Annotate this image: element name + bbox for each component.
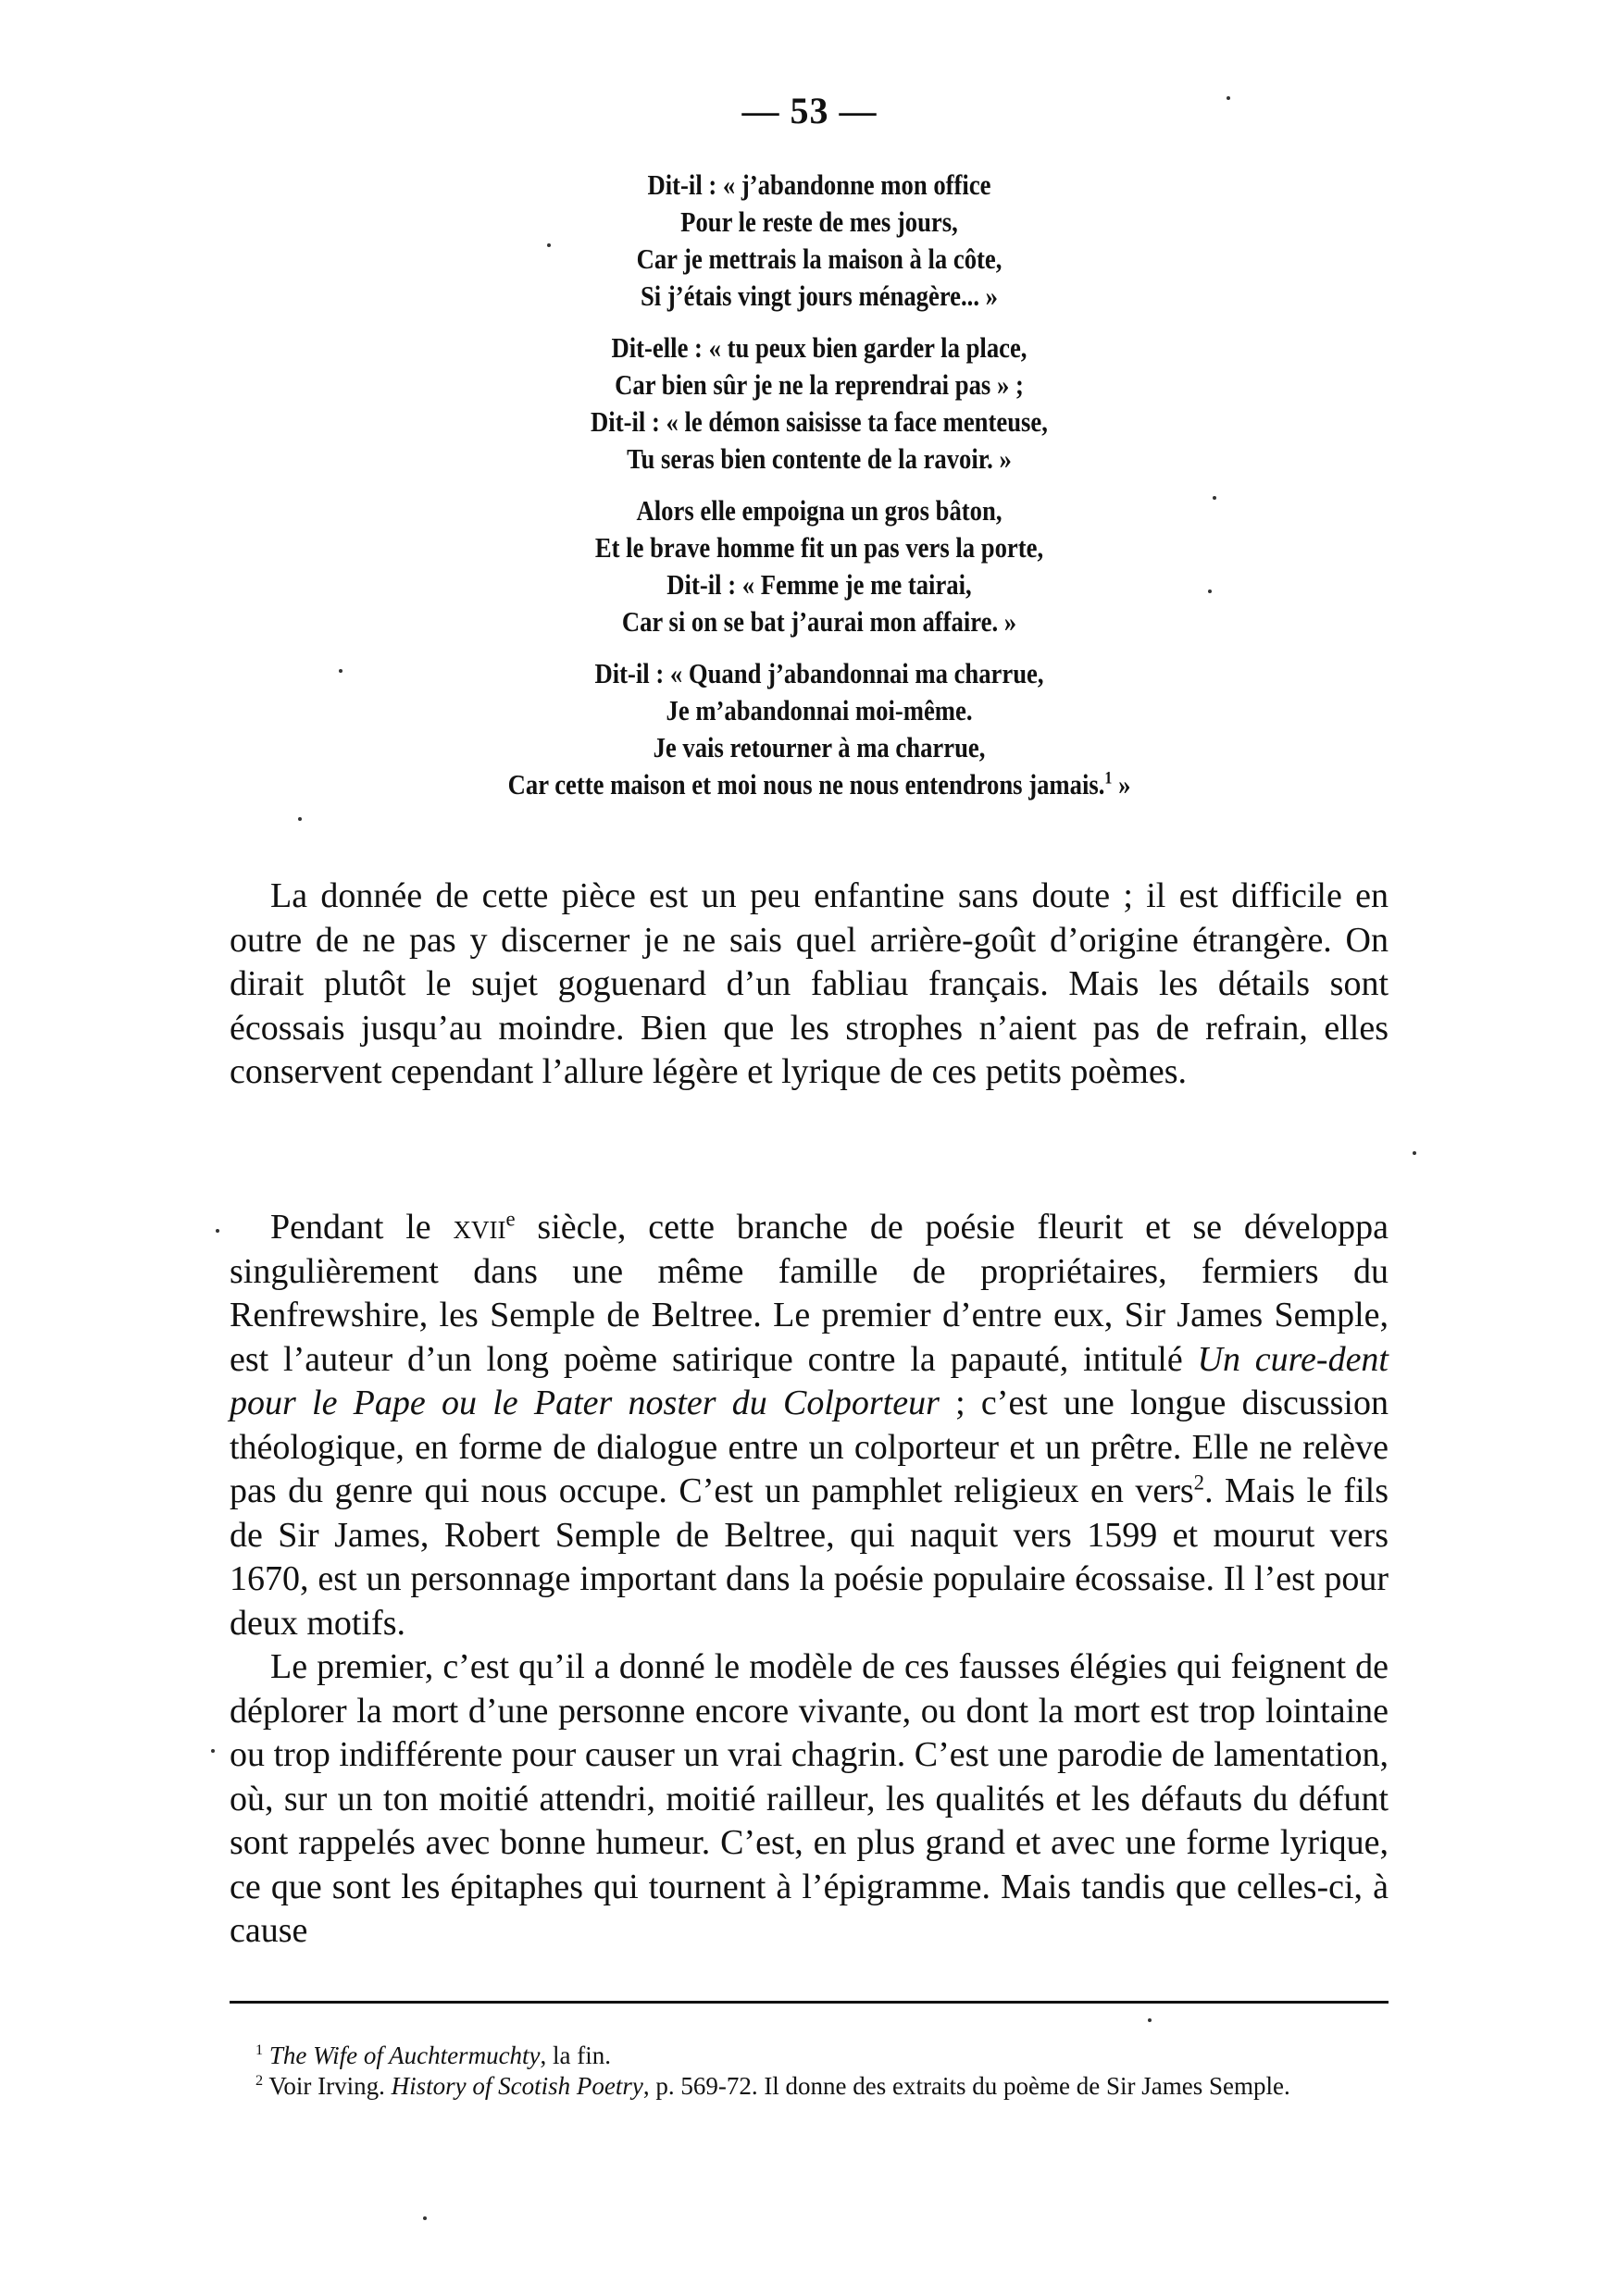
scan-speck [1148,2018,1152,2022]
poem-line-text: Car cette maison et moi nous ne nous entendrons jamais. [507,768,1105,800]
body-paragraph-2-block [230,1206,1389,1954]
paragraph-text: . Mais le fils de Sir James, Robert Semple de Beltree, qui naquit vers 1599 et mourut vers 1670, est un personnage important dans la poésie populaire écossaise. Il l’est pour deux motifs. [230,1471,1389,1643]
body-paragraph [230,1206,1389,1645]
poem-line: Pour le reste de mes jours, [680,205,958,238]
poem-line: Dit-il : « j’abandonne mon office [647,168,991,201]
scan-speck [1213,496,1216,500]
scan-speck [339,669,342,673]
paragraph-text: siècle, cette branche de poésie fleurit et se développa singulièrement dans une même famille de propriétaires, fermiers du Renfrewshire, les Semple de Beltree. Le premier d’entre eux, Sir James Semple, est l’auteur d’un long poème satirique contre la papauté, intitulé [230,1208,1389,1379]
paragraph-text: Pendant le [270,1208,454,1247]
scan-speck [1208,590,1212,593]
footnote-text: , la fin. [540,2042,612,2069]
footnotes [230,2041,1389,2102]
footnote-title: History of Scotish Poetry [391,2072,643,2100]
poem-stanza [333,655,1305,803]
scan-speck [211,1749,215,1753]
footnote-text: , p. 569-72. Il donne des extraits du poème de Sir James Semple. [642,2072,1290,2100]
scan-speck [547,243,551,247]
poem-line: Et le brave homme fit un pas vers la porte, [594,531,1044,564]
poem-line: Car si on se bat j’aurai mon affaire. » [621,605,1017,638]
scan-speck [216,1229,219,1233]
poem-line: Dit-il : « Femme je me tairai, [666,568,972,601]
scan-speck [1413,1151,1416,1155]
footnote-marker: 2 [255,2072,264,2089]
footnote-ref-2[interactable]: 2 [1193,1471,1205,1495]
work-title: Un cure-dent pour le Pape ou le Pater noster du Colporteur [230,1339,1389,1422]
poem-line: Dit-il : « Quand j’abandonnai ma charrue, [594,657,1044,689]
poem-line: Dit-elle : « tu peux bien garder la place, [611,331,1027,364]
century-superscript: e [505,1207,516,1231]
footnote-marker: 1 [255,2042,264,2058]
body-paragraph: Le premier, c’est qu’il a donné le modèle de ces fausses élégies qui feignent de déplorer la mort d’une personne encore vivante, ou dont la mort est trop lointaine ou trop indifférente pour causer un vrai chagrin. C’est une parodie de lamentation, où, sur un ton moitié attendri, moitié railleur, les qualités et les défauts du défunt sont rappelés avec bonne humeur. C’est, en plus grand et avec une forme lyrique, ce que sont les épitaphes qui tournent à l’épigramme. Mais tandis que celles-ci, à cause [230,1647,1389,1950]
footnote-ref-1[interactable]: 1 [1104,768,1113,788]
poem-line: Car bien sûr je ne la reprendrai pas » ; [615,368,1024,401]
footnote-text: Voir Irving. [268,2072,392,2100]
scan-speck [423,2216,427,2220]
poem-line: Alors elle empoigna un gros bâton, [636,494,1003,527]
scan-speck [298,817,302,821]
century-numeral: xvii [453,1208,506,1247]
footnote-2 [230,2071,1389,2102]
poem-stanza [333,329,1305,478]
page-number: — 53 — [741,90,878,131]
poem-stanza [333,492,1305,640]
body-paragraph: La donnée de cette pièce est un peu enfantine sans doute ; il est difficile en outre de ne pas y discerner je ne sais quel arrière-goût d’origine étrangère. On dirait plutôt le sujet goguenard d’un fabliau français. Mais les détails sont écossais jusqu’au moindre. Bien que les strophes n’aient pas de refrain, elles conservent cependant l’allure légère et lyrique de ces petits poèmes. [230,876,1389,1091]
footnote-title: The Wife of Auchtermuchty [268,2042,541,2069]
body-paragraph-1-block [230,875,1389,1095]
poem-excerpt [333,167,1305,818]
poem-line: Dit-il : « le démon saisisse ta face menteuse, [591,405,1048,438]
poem-line-last [402,766,1238,803]
poem-line: Je vais retourner à ma charrue, [653,731,986,763]
poem-line: Car je mettrais la maison à la côte, [636,242,1003,275]
poem-line: Tu seras bien contente de la ravoir. » [627,442,1012,475]
poem-stanza [333,167,1305,315]
closing-quote: » [1112,768,1131,800]
footnote-1 [230,2041,1389,2071]
paragraph-text: ; c’est une longue discussion théologique, en forme de dialogue entre un colporteur et un prêtre. Elle ne relève pas du genre qui nous occupe. C’est un pamphlet religieux en vers [230,1384,1389,1510]
poem-line: Si j’étais vingt jours ménagère... » [640,279,999,312]
scan-speck [1227,96,1230,100]
poem-line: Je m’abandonnai moi-même. [666,694,973,726]
footnote-divider [230,2001,1389,2004]
